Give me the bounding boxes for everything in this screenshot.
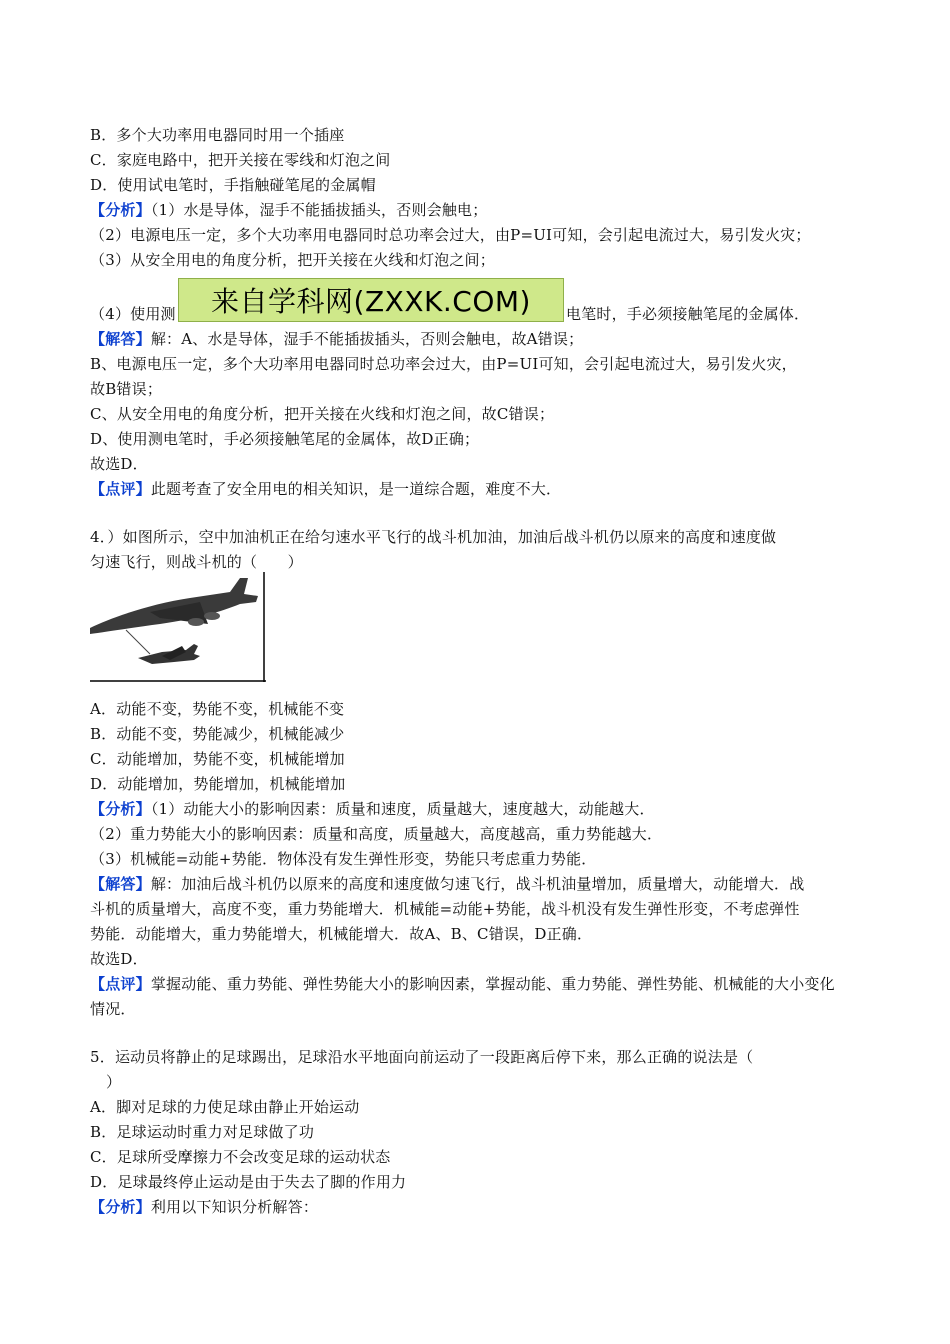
q4-option-d: D．动能增加，势能增加，机械能增加 — [90, 775, 346, 793]
refueling-aircraft-figure — [90, 572, 266, 682]
q3-analysis-4b: 电笔时，手必须接触笔尾的金属体． — [566, 305, 810, 323]
answer-tag: 【解答】 — [90, 875, 151, 893]
q5-option-a: A．脚对足球的力使足球由静止开始运动 — [90, 1098, 360, 1116]
analysis-text: （1）动能大小的影响因素：质量和速度，质量越大，速度越大，动能越大． — [150, 800, 655, 818]
analysis-text: 利用以下知识分析解答： — [150, 1198, 319, 1216]
q3-option-b: B．多个大功率用电器同时用一个插座 — [90, 126, 345, 144]
q4-stem-2: 匀速飞行，则战斗机的（ ） — [90, 553, 303, 571]
q3-option-d: D．使用试电笔时，手指触碰笔尾的金属帽 — [90, 176, 376, 194]
q4-analysis-3: （3）机械能=动能+势能．物体没有发生弹性形变，势能只考虑重力势能． — [90, 850, 597, 868]
q3-option-c: C．家庭电路中，把开关接在零线和灯泡之间 — [90, 151, 391, 169]
q3-comment — [90, 478, 561, 500]
answer-text: 解：A、水是导体，湿手不能插拔插头，否则会触电，故A错误； — [150, 330, 584, 348]
analysis-tag: 【分析】 — [90, 1198, 151, 1216]
comment-tag: 【点评】 — [90, 975, 151, 993]
analysis-tag: 【分析】 — [90, 201, 151, 219]
q3-answer-1 — [90, 328, 583, 350]
q3-analysis-2: （2）电源电压一定，多个大功率用电器同时总功率会过大，由P=UI可知，会引起电流过大，易引发火灾； — [90, 226, 811, 244]
q3-answer-2: B、电源电压一定，多个大功率用电器同时总功率会过大，由P=UI可知，会引起电流过大，易引发火灾， — [90, 355, 797, 373]
q4-option-a: A．动能不变，势能不变，机械能不变 — [90, 700, 345, 718]
q4-comment-1 — [90, 973, 835, 995]
q4-option-b: B．动能不变，势能减少，机械能减少 — [90, 725, 345, 743]
q3-answer-3: 故B错误； — [90, 380, 163, 398]
q4-analysis-2: （2）重力势能大小的影响因素：质量和高度，质量越大，高度越高，重力势能越大． — [90, 825, 663, 843]
q5-option-c: C．足球所受摩擦力不会改变足球的运动状态 — [90, 1148, 391, 1166]
q4-answer-1 — [90, 873, 804, 895]
comment-text: 掌握动能、重力势能、弹性势能大小的影响因素，掌握动能、重力势能、弹性势能、机械能的大小变化 — [150, 975, 835, 993]
q3-analysis-1 — [90, 199, 487, 221]
watermark-banner: 来自学科网(ZXXK.COM) — [178, 278, 564, 322]
q3-analysis-4a: （4）使用测 — [90, 305, 176, 323]
q5-stem-2: ） — [106, 1073, 122, 1091]
answer-text: 解：加油后战斗机仍以原来的高度和速度做匀速飞行，战斗机油量增加，质量增大，动能增大．战 — [150, 875, 805, 893]
q5-option-d: D．足球最终停止运动是由于失去了脚的作用力 — [90, 1173, 407, 1191]
q3-answer-6: 故选D． — [90, 455, 148, 473]
q3-answer-5: D、使用测电笔时，手必须接触笔尾的金属体，故D正确； — [90, 430, 480, 448]
analysis-text: （1）水是导体，湿手不能插拔插头，否则会触电； — [150, 201, 488, 219]
q4-analysis-1 — [90, 798, 655, 820]
analysis-tag: 【分析】 — [90, 800, 151, 818]
comment-text: 此题考查了安全用电的相关知识，是一道综合题，难度不大． — [150, 480, 562, 498]
q4-stem-1: 4．）如图所示，空中加油机正在给匀速水平飞行的战斗机加油，加油后战斗机仍以原来的高度和速度做 — [90, 528, 777, 546]
q4-comment-2: 情况． — [90, 1000, 136, 1018]
answer-tag: 【解答】 — [90, 330, 151, 348]
q5-stem-1: 5．运动员将静止的足球踢出，足球沿水平地面向前运动了一段距离后停下来，那么正确的说法是（ — [90, 1048, 754, 1066]
comment-tag: 【点评】 — [90, 480, 151, 498]
q3-analysis-3: （3）从安全用电的角度分析，把开关接在火线和灯泡之间； — [90, 251, 495, 269]
q4-answer-2: 斗机的质量增大，高度不变，重力势能增大．机械能=动能+势能，战斗机没有发生弹性形变，不考虑弹性 — [90, 900, 800, 918]
q5-analysis-1 — [90, 1196, 318, 1218]
q5-option-b: B．足球运动时重力对足球做了功 — [90, 1123, 315, 1141]
q3-answer-4: C、从安全用电的角度分析，把开关接在火线和灯泡之间，故C错误； — [90, 405, 555, 423]
q4-option-c: C．动能增加，势能不变，机械能增加 — [90, 750, 345, 768]
q4-answer-4: 故选D． — [90, 950, 148, 968]
q4-answer-3: 势能．动能增大，重力势能增大，机械能增大．故A、B、C错误，D正确． — [90, 925, 593, 943]
